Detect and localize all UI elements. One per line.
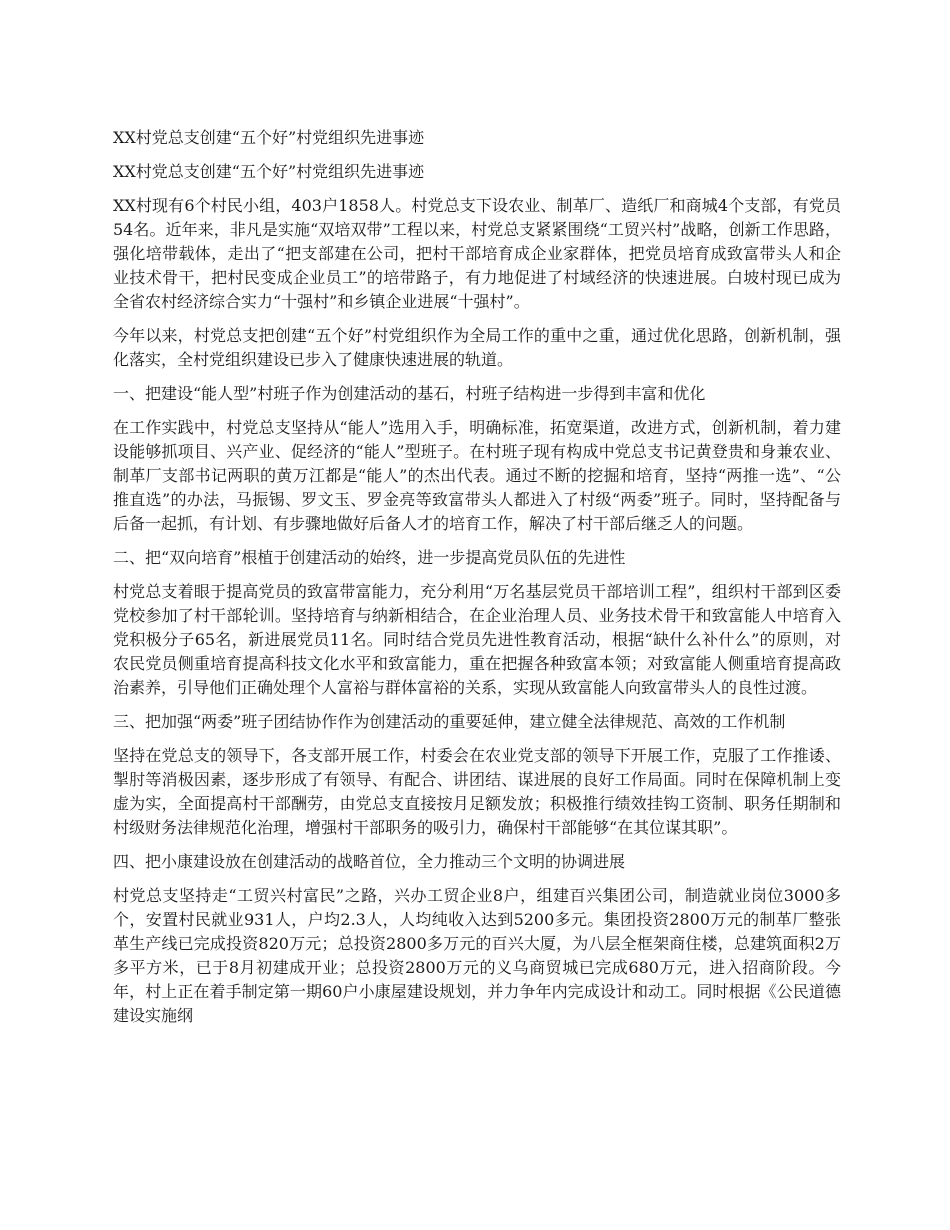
section-body-1: 在工作实践中，村党总支坚持从“能人”选用入手，明确标准，拓宽渠道，改进方式，创新机制，着力建设能够抓项目、兴产业、促经济的“能人”型班子。在村班子现有构成中党总支书记黄登贵和身兼农业、制革厂支部书记两职的黄万江都是“能人”的杰出代表。通过不断的挖掘和培育，坚持“两推一选”、“公推直选”的办法，马振锡、罗文玉、罗金亮等致富带头人都进入了村级“两委”班子。同时，坚持配备与后备一起抓，有计划、有步骤地做好后备人才的培育工作，解决了村干部后继乏人的问题。 xyxy=(113,418,841,533)
section-heading-4: 四、把小康建设放在创建活动的战略首位，全力推动三个文明的协调进展 xyxy=(113,852,626,871)
paragraph-summary: 今年以来，村党总支把创建“五个好”村党组织作为全局工作的重中之重，通过优化思路，创新机制，强化落实，全村党组织建设已步入了健康快速进展的轨道。 xyxy=(113,326,841,369)
paragraph-intro: XX村现有6个村民小组，403户1858人。村党总支下设农业、制革厂、造纸厂和商城4个支部，有党员54名。近年来，非凡是实施“双培双带”工程以来，村党总支紧紧围绕“工贸兴村”战略，创新工作思路，强化培带载体，走出了“把支部建在公司，把村干部培育成企业家群体，把党员培育成致富带头人和企业技术骨干，把村民变成企业员工”的培带路子，有力地促进了村域经济的快速进展。白坡村现已成为全省农村经济综合实力“十强村”和乡镇企业进展“十强村”。 xyxy=(113,196,841,311)
section-body-2: 村党总支着眼于提高党员的致富带富能力，充分利用“万名基层党员干部培训工程”，组织村干部到区委党校参加了村干部轮训。坚持培育与纳新相结合，在企业治理人员、业务技术骨干和致富能人中培育入党积极分子65名，新进展党员11名。同时结合党员先进性教育活动，根据“缺什么补什么”的原则，对农民党员侧重培育提高科技文化水平和致富能力，重在把握各种致富本领；对致富能人侧重培育提高政治素养，引导他们正确处理个人富裕与群体富裕的关系，实现从致富能人向致富带头人的良性过渡。 xyxy=(113,582,841,697)
section-heading-3: 三、把加强“两委”班子团结协作作为创建活动的重要延伸，建立健全法律规范、高效的工作机制 xyxy=(113,712,786,731)
document-title: XX村党总支创建“五个好”村党组织先进事迹 xyxy=(113,128,425,147)
document-title-repeat: XX村党总支创建“五个好”村党组织先进事迹 xyxy=(113,162,425,181)
section-heading-1: 一、把建设“能人型”村班子作为创建活动的基石，村班子结构进一步得到丰富和优化 xyxy=(113,384,706,403)
document-page xyxy=(113,126,841,1038)
section-body-4: 村党总支坚持走“工贸兴村富民”之路，兴办工贸企业8户，组建百兴集团公司，制造就业岗位3000多个，安置村民就业931人，户均2.3人，人均纯收入达到5200多元。集团投资2800万元的制革厂整张革生产线已完成投资820万元；总投资2800多万元的百兴大厦，为八层全框架商住楼，总建筑面积2万多平方米，已于8月初建成开业；总投资2800万元的义乌商贸城已完成680万元，进入招商阶段。今年，村上正在着手制定第一期60户小康屋建设规划，并力争年内完成设计和动工。同时根据《公民道德建设实施纲 xyxy=(113,886,841,1025)
section-body-3: 坚持在党总支的领导下，各支部开展工作，村委会在农业党支部的领导下开展工作，克服了工作推诿、掣肘等消极因素，逐步形成了有领导、有配合、讲团结、谋进展的良好工作局面。同时在保障机制上变虚为实，全面提高村干部酬劳，由党总支直接按月足额发放；积极推行绩效挂钩工资制、职务任期制和村级财务法律规范化治理，增强村干部职务的吸引力，确保村干部能够“在其位谋其职”。 xyxy=(113,746,841,837)
section-heading-2: 二、把“双向培育”根植于创建活动的始终，进一步提高党员队伍的先进性 xyxy=(113,548,626,567)
